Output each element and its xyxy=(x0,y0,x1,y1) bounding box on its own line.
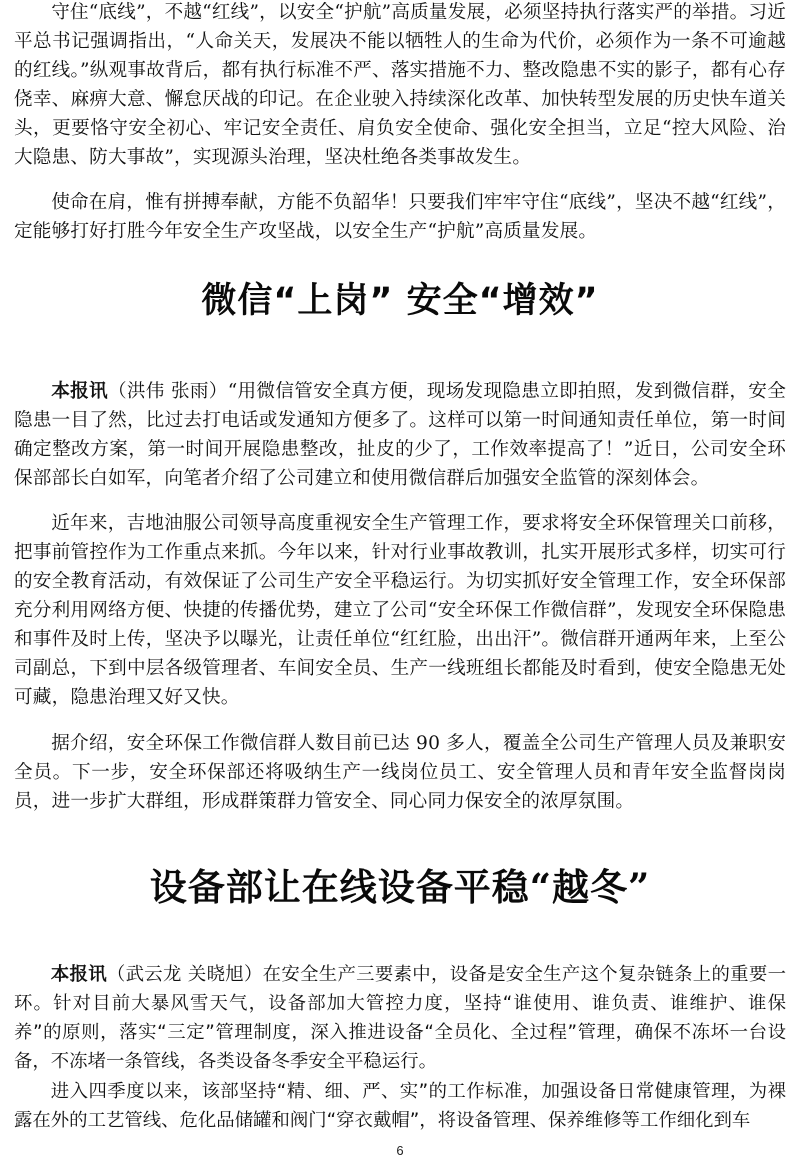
article3-lead-paragraph xyxy=(14,960,786,1076)
article1-paragraph-2: 使命在肩，惟有拼搏奉献，方能不负韶华！只要我们牢牢守住“底线”，坚决不越“红线”，定能够打好打胜今年安全生产攻坚战，以安全生产“护航”高质量发展。 xyxy=(14,192,786,242)
article2-byline: 本报讯 xyxy=(51,381,108,402)
article2-paragraph-1: 近年来，吉地油服公司领导高度重视安全生产管理工作，要求将安全环保管理关口前移，把事前管控作为工作重点来抓。今年以来，针对行业事故教训，扎实开展形式多样，切实可行的安全教育活动，有效保证了公司生产安全平稳运行。为切实抓好安全管理工作，安全环保部充分利用网络方便、快捷的传播优势，建立了公司“安全环保工作微信群”，发现安全环保隐患和事件及时上传，坚决予以曝光，让责任单位“红红脸，出出汗”。微信群开通两年来，上至公司副总，下到中层各级管理者、车间安全员、生产一线班组长都能及时看到，使安全隐患无处可藏，隐患治理又好又快。 xyxy=(14,513,786,708)
article3-headline: 设备部让在线设备平稳“越冬” xyxy=(149,865,651,909)
article2-headline: 微信“上岗” 安全“增效” xyxy=(201,281,599,321)
article2-paragraph-2: 据介绍，安全环保工作微信群人数目前已达 90 多人，覆盖全公司生产管理人员及兼职安全员。下一步，安全环保部还将吸纳生产一线岗位员工、安全管理人员和青年安全监督岗岗员，进一步扩大群组，形成群策群力管安全、同心同力保安全的浓厚氛围。 xyxy=(14,733,786,812)
article3-lead-text: （武云龙 关晓旭）在安全生产三要素中，设备是安全生产这个复杂链条上的重要一环。针对目前大暴风雪天气，设备部加大管控力度，坚持“谁使用、谁负责、谁维护、谁保养”的原则，落实“三定”管理制度，深入推进设备“全员化、全过程”管理，确保不冻坏一台设备，不冻堵一条管线，各类设备冬季安全平稳运行。 xyxy=(14,964,786,1072)
page-number: 6 xyxy=(396,1143,404,1158)
article2-lead-text: （洪伟 张雨）“用微信管安全真方便，现场发现隐患立即拍照，发到微信群，安全隐患一目了然，比过去打电话或发通知方便多了。这样可以第一时间通知责任单位，第一时间确定整改方案，第一时间开展隐患整改，扯皮的少了，工作效率提高了！”近日，公司安全环保部部长白如军，向笔者介绍了公司建立和使用微信群后加强安全监管的深刻体会。 xyxy=(14,381,786,489)
article2-lead-paragraph xyxy=(14,377,786,493)
article1-paragraph-1: 守住“底线”，不越“红线”，以安全“护航”高质量发展，必须坚持执行落实严的举措。习近平总书记强调指出，“人命关天，发展决不能以牺牲人的生命为代价，必须作为一条不可逾越的红线。”纵观事故背后，都有执行标准不严、落实措施不力、整改隐患不实的影子，都有心存侥幸、麻痹大意、懈怠厌战的印记。在企业驶入持续深化改革、加快转型发展的历史快车道关头，更要恪守安全初心、牢记安全责任、肩负安全使命、强化安全担当，立足“控大风险、治大隐患、防大事故”，实现源头治理，坚决杜绝各类事故发生。 xyxy=(14,2,786,168)
article3-paragraph-1: 进入四季度以来，该部坚持“精、细、严、实”的工作标准，加强设备日常健康管理，为裸露在外的工艺管线、危化品储罐和阀门“穿衣戴帽”，将设备管理、保养维修等工作细化到车 xyxy=(14,1081,786,1131)
article3-byline: 本报讯 xyxy=(50,964,107,985)
